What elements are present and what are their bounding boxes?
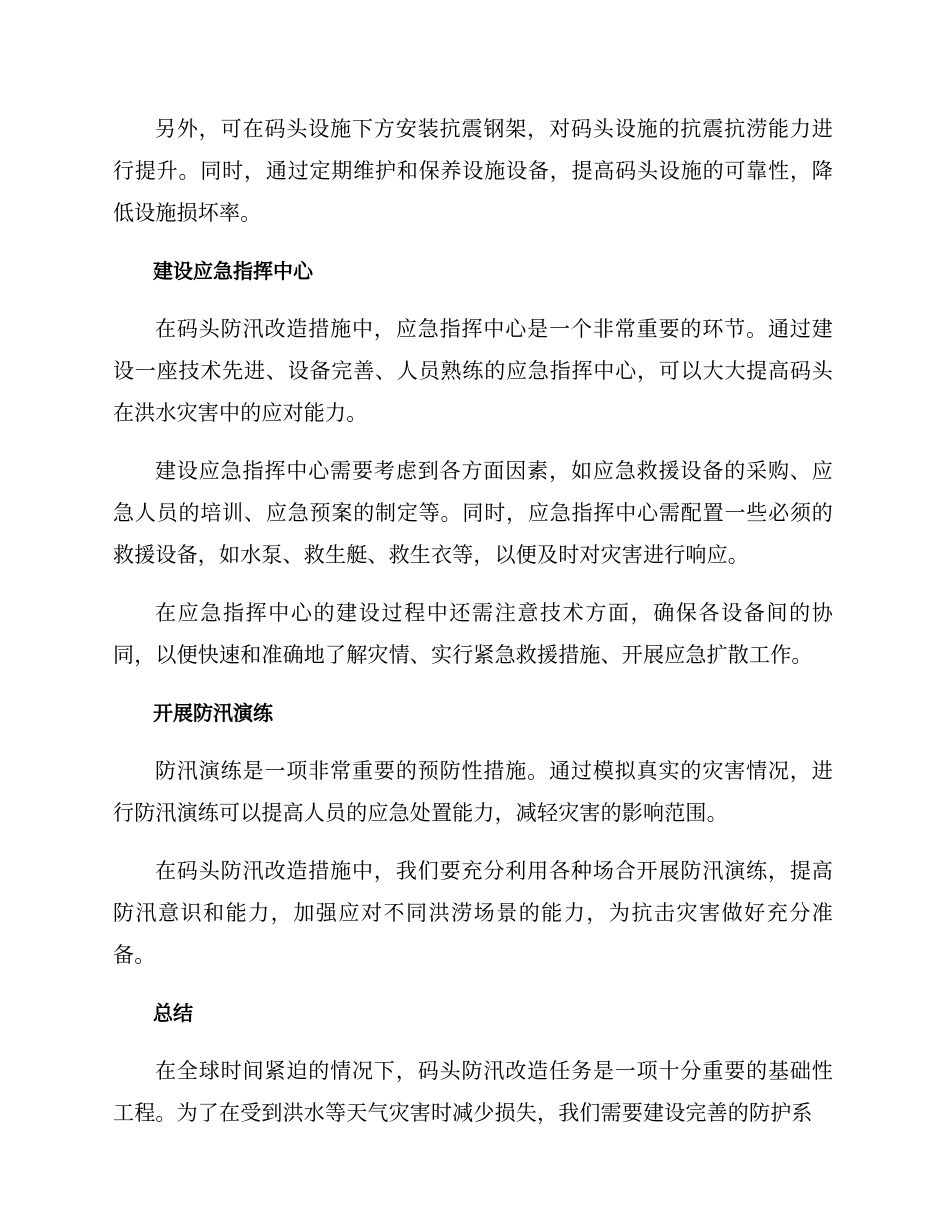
paragraph-summary: 在全球时间紧迫的情况下，码头防汛改造任务是一项十分重要的基础性工程。为了在受到洪水等天气灾害时减少损失，我们需要建设完善的防护系 [113,1059,833,1125]
paragraph-emergency-center-factors: 建设应急指挥中心需要考虑到各方面因素，如应急救援设备的采购、应急人员的培训、应急预案的制定等。同时，应急指挥中心需配置一些必须的救援设备，如水泵、救生艇、救生衣等，以便及时对灾害进行响应。 [113,459,833,567]
paragraph-emergency-center-intro: 在码头防汛改造措施中，应急指挥中心是一个非常重要的环节。通过建设一座技术先进、设备完善、人员熟练的应急指挥中心，可以大大提高码头在洪水灾害中的应对能力。 [113,317,833,425]
paragraph-emergency-center-technology: 在应急指挥中心的建设过程中还需注意技术方面，确保各设备间的协同，以便快速和准确地了解灾情、实行紧急救援措施、开展应急扩散工作。 [113,601,833,667]
section-heading-emergency-center: 建设应急指挥中心 [153,259,313,283]
paragraph-flood-drill-intro: 防汛演练是一项非常重要的预防性措施。通过模拟真实的灾害情况，进行防汛演练可以提高人员的应急处置能力，减轻灾害的影响范围。 [113,759,833,825]
paragraph-flood-drill-practice: 在码头防汛改造措施中，我们要充分利用各种场合开展防汛演练，提高防汛意识和能力，加强应对不同洪涝场景的能力，为抗击灾害做好充分准备。 [113,859,833,967]
section-heading-summary: 总结 [153,1001,193,1025]
paragraph-seismic-frame: 另外，可在码头设施下方安装抗震钢架，对码头设施的抗震抗涝能力进行提升。同时，通过定期维护和保养设施设备，提高码头设施的可靠性，降低设施损坏率。 [113,117,833,225]
document-body [113,108,833,1150]
section-heading-flood-drill: 开展防汛演练 [153,701,273,725]
